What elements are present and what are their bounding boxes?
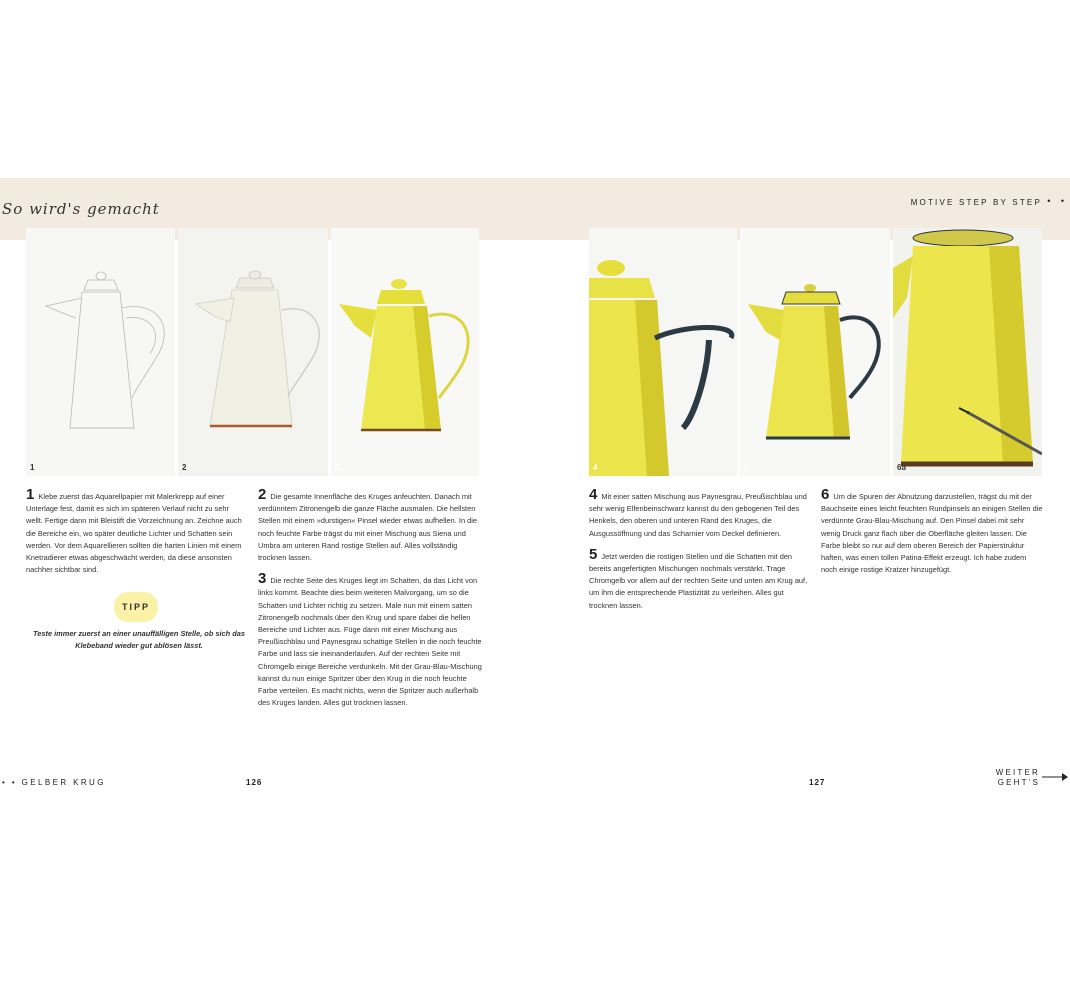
step-text: Die rechte Seite des Kruges liegt im Schatten, da das Licht von links kommt. Beachte dies beim weiteren Malvorgang, um so die Schatten und Lichter richtig zu setzen. Male nun mit einem satten Zitronengelb nochmals über den Krug und spare dabei die hellen Bereiche und Lichter aus. Füge dann mit einer Mischung aus Preußischblau und Paynesgrau schattige Stellen in die noch feuchte Farbe und lass sie ineinanderlaufen. Auf der rechten Seite mit Chromgelb einige Bereiche verdunkeln. Mit der Grau-Blau-Mischung kannst du nun einige Spritzer über den Krug in die noch feuchte Farbe verteilen. Es macht nichts, wenn die Spritzer auch außerhalb des Kruges landen. Alles gut trocknen lassen. bbox=[258, 576, 482, 708]
photo-label: 2 bbox=[182, 463, 187, 472]
step-number: 1 bbox=[26, 486, 35, 503]
yellow-jug-image bbox=[331, 228, 479, 476]
photo-label: 1 bbox=[30, 463, 35, 472]
step-photo-4 bbox=[589, 228, 737, 476]
page-number-left: 126 bbox=[246, 778, 263, 787]
tip-text: Teste immer zuerst an einer unauffälligen Stelle, ob sich das Klebeband wieder gut ablösen lässt. bbox=[33, 629, 245, 651]
next-label-line2: GEHT'S bbox=[997, 777, 1040, 787]
step-photo-2 bbox=[178, 228, 328, 476]
photo-label: 6a bbox=[897, 463, 906, 472]
step-paragraph-5 bbox=[589, 545, 809, 612]
arrow-right-icon[interactable] bbox=[1042, 771, 1070, 783]
step-number: 5 bbox=[589, 545, 598, 563]
step-paragraph-6 bbox=[821, 486, 1043, 576]
step-text: Mit einer satten Mischung aus Paynesgrau, Preußischblau und sehr wenig Elfenbeinschwarz kannst du den gebogenen Teil des Henkels, den oberen und unteren Rand des Kruges, die Ausgussöffnung und das Scharnier vom Deckel definieren. bbox=[589, 492, 807, 538]
step-photo-6a bbox=[893, 228, 1042, 476]
step-number: 6 bbox=[821, 486, 830, 503]
photo-label: 5 bbox=[744, 463, 749, 472]
text-column-2 bbox=[258, 486, 482, 719]
footer-chapter-label: • • GELBER KRUG bbox=[2, 778, 106, 787]
step-photo-5 bbox=[740, 228, 890, 476]
detail-brush-image bbox=[893, 228, 1042, 476]
tip-badge: TIPP bbox=[114, 592, 158, 622]
step-text: Klebe zuerst das Aquarellpapier mit Malerkrepp auf einer Unterlage fest, damit es sich im späteren Verlauf nicht zu sehr wellt. Fertige dann mit Bleistift die Vorzeichnung an. Zeichne auch die Bereiche ein, wo später deutliche Lichter und Schatten sein werden. Vor dem Aquarellieren sollten die harten Linien mit einem Knetradierer etwas abgeschwächt werden, da diese ansonsten nachher sichtbar sind. bbox=[26, 492, 242, 575]
photo-label: 3 bbox=[335, 463, 340, 472]
step-paragraph-2 bbox=[258, 486, 482, 564]
step-paragraph-3 bbox=[258, 570, 482, 709]
step-photo-1 bbox=[26, 228, 175, 476]
header-dots: • • bbox=[1047, 196, 1068, 206]
text-column-1 bbox=[26, 486, 242, 586]
step-text: Jetzt werden die rostigen Stellen und die Schatten mit den bereits angefertigten Mischungen nochmals verstärkt. Trage Chromgelb vor allem auf der rechten Seite und unten am Krug auf, um ihm die entsprechende Plastizität zu verleihen. Alles gut trocknen lassen. bbox=[589, 551, 808, 610]
step-number: 3 bbox=[258, 570, 267, 588]
next-label-line1: WEITER bbox=[995, 768, 1040, 777]
step-photo-3 bbox=[331, 228, 479, 476]
text-column-4 bbox=[821, 486, 1043, 586]
next-page-link[interactable] bbox=[996, 768, 1040, 787]
series-label: MOTIVE STEP BY STEP bbox=[910, 198, 1042, 207]
text-column-3 bbox=[589, 486, 809, 622]
refined-jug-image bbox=[740, 228, 890, 476]
sketch-jug-image bbox=[26, 228, 175, 476]
step-paragraph-4 bbox=[589, 486, 809, 540]
step-number: 4 bbox=[589, 486, 598, 503]
step-text: Um die Spuren der Abnutzung darzustellen, trägst du mit der Bauchseite eines leicht feuchten Rundpinsels an einigen Stellen die verdünnte Grau-Blau-Mischung auf. Den Pinsel dabei mit sehr wenig Druck ganz flach über die Oberfläche gleiten lassen. Die Farbe bleibt so nur auf dem oberen Bereich der Papierstruktur haften, was einen tollen Patina-Effekt erzeugt. Ich habe zudem noch einige rostige Kratzer hinzugefügt. bbox=[821, 492, 1043, 575]
page-number-right: 127 bbox=[809, 778, 826, 787]
photo-label: 4 bbox=[593, 463, 598, 472]
white-wash-jug-image bbox=[178, 228, 328, 476]
section-script-title: So wird's gemacht bbox=[2, 200, 160, 218]
step-text: Die gesamte Innenfläche des Kruges anfeuchten. Danach mit verdünntem Zitronengelb die ganze Fläche ausmalen. Die hellsten Stellen mit einem »durstigen« Pinsel wieder etwas aufhellen. In die noch feuchte Farbe trägst du mit einer Mischung aus Siena und Umbra am unteren Rand rostige Stellen auf. Alles vollständig trocknen lassen. bbox=[258, 492, 477, 563]
step-paragraph-1 bbox=[26, 486, 242, 576]
step-number: 2 bbox=[258, 486, 267, 503]
closeup-jug-image bbox=[589, 228, 737, 476]
